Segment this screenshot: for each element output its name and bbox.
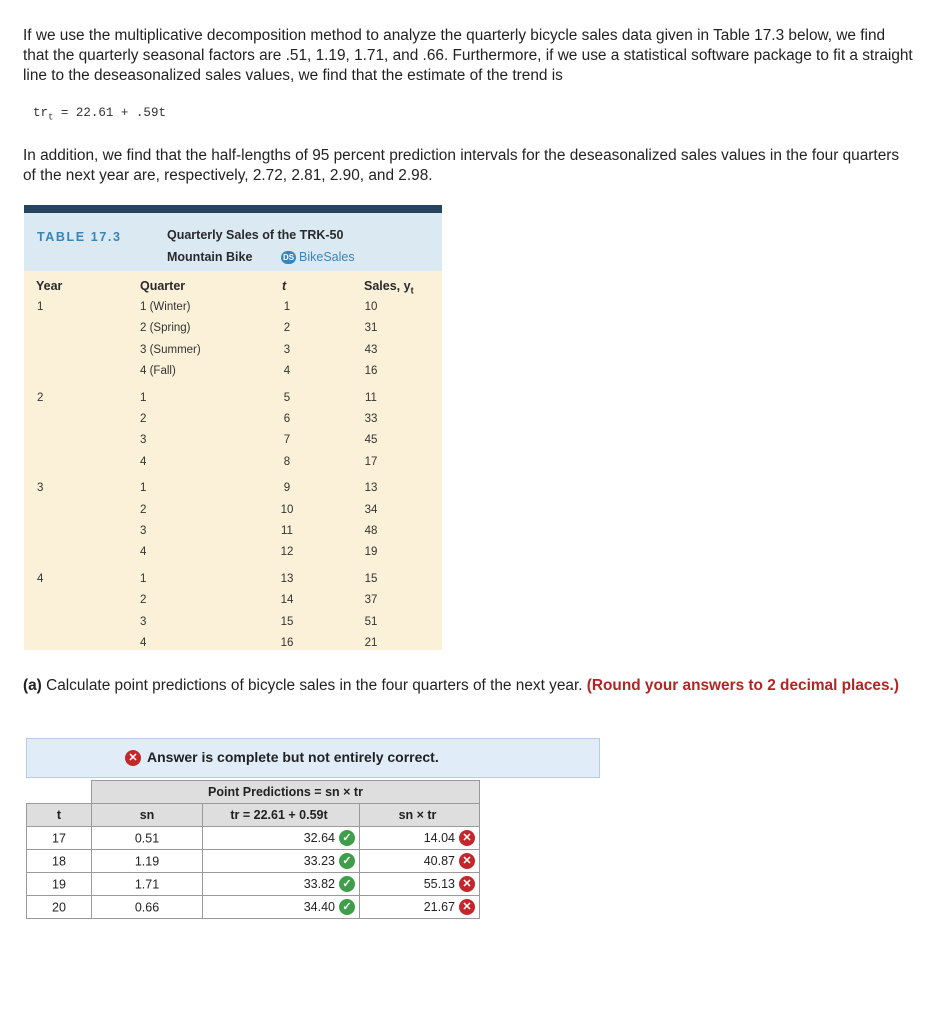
question-a	[23, 676, 913, 696]
x-circle-icon: ✕	[459, 876, 475, 892]
sales-cell: 51	[364, 615, 378, 628]
header-sales-subscript: t	[410, 285, 414, 296]
quarter-cell: 1	[140, 391, 147, 404]
check-circle-icon: ✓	[339, 830, 355, 846]
t-cell	[27, 827, 92, 850]
t-cell: 13	[280, 572, 294, 585]
sn-cell	[92, 850, 203, 873]
formula-lhs: tr	[33, 106, 49, 120]
sales-cell: 10	[364, 301, 378, 313]
answer-row	[27, 850, 480, 873]
sntr-answer-cell[interactable]	[360, 873, 480, 896]
year-cell: 4	[37, 572, 44, 585]
sntr-answer-cell[interactable]	[360, 850, 480, 873]
quarter-cell: 2	[140, 594, 147, 607]
t-cell-value: 20	[52, 900, 66, 915]
quarter-cell: 4 (Fall)	[140, 365, 176, 378]
answer-row	[27, 896, 480, 919]
sntr-answer-cell-value: 40.87	[423, 854, 455, 868]
header-year: Year	[36, 279, 63, 293]
question-text: Calculate point predictions of bicycle sales in the four quarters of the next year.	[41, 677, 587, 694]
quarter-cell: 3	[140, 615, 147, 628]
tr-answer-cell-value: 32.64	[303, 831, 335, 845]
prediction-interval-paragraph: In addition, we find that the half-lengths of 95 percent prediction intervals for the deseasonalized sales values in the four quarters of the next year are, respectively, 2.72, 2.81, 2.90, and 2.98.	[23, 147, 900, 184]
sn-cell-value: 0.66	[134, 900, 160, 915]
t-cell-value: 18	[52, 854, 66, 869]
tr-answer-cell-value: 33.23	[303, 854, 335, 868]
t-cell	[27, 873, 92, 896]
check-circle-icon: ✓	[339, 876, 355, 892]
t-cell: 5	[283, 391, 291, 404]
question-label: (a)	[23, 677, 42, 694]
sales-cell: 21	[364, 637, 378, 649]
t-cell: 9	[283, 482, 291, 495]
quarter-cell: 1 (Winter)	[140, 301, 191, 313]
tr-answer-cell-value: 33.82	[303, 877, 335, 891]
quarter-cell: 3 (Summer)	[140, 343, 201, 356]
answer-table	[26, 780, 480, 919]
trend-formula	[33, 106, 166, 123]
sales-cell: 31	[364, 322, 378, 335]
quarter-cell: 3	[140, 525, 147, 537]
sales-cell: 15	[364, 572, 378, 585]
x-circle-icon: ✕	[459, 853, 475, 869]
t-cell: 15	[280, 615, 294, 628]
t-cell: 4	[283, 365, 291, 378]
answer-status-banner	[26, 738, 600, 778]
year-cell: 3	[37, 482, 44, 495]
intro-paragraph: If we use the multiplicative decomposition method to analyze the quarterly bicycle sales data given in Table 17.3 below, we find that the quarterly seasonal factors are .51, 1.19, 1.71, and .66. Furthermore, if we use a statistical software package to fit a straight line to the deseasonalized sales values, we find that the estimate of the trend is	[23, 27, 913, 84]
tr-answer-cell[interactable]	[203, 896, 360, 919]
sales-cell: 11	[365, 391, 377, 404]
sales-cell: 16	[364, 365, 378, 378]
dataset-icon: DS	[282, 253, 295, 262]
tr-answer-cell[interactable]	[203, 850, 360, 873]
answer-table-body	[27, 827, 480, 919]
quarter-cell: 4	[140, 455, 147, 468]
sales-cell: 37	[364, 594, 378, 607]
t-cell: 7	[283, 434, 291, 447]
sales-cell: 19	[364, 546, 378, 559]
quarter-cell: 2	[140, 503, 147, 516]
t-cell: 16	[280, 637, 294, 649]
t-cell: 2	[283, 322, 291, 335]
formula-rhs: = 22.61 + .59t	[53, 106, 166, 120]
sntr-answer-cell[interactable]	[360, 827, 480, 850]
sntr-answer-cell-value: 55.13	[423, 877, 455, 891]
answer-row	[27, 827, 480, 850]
sn-cell	[92, 896, 203, 919]
sn-cell-value: 0.51	[134, 831, 160, 846]
t-cell	[27, 850, 92, 873]
sntr-answer-cell[interactable]	[360, 896, 480, 919]
dataset-name: BikeSales	[299, 250, 355, 264]
sales-cell: 34	[364, 503, 378, 516]
header-t: t	[282, 279, 287, 293]
t-cell: 11	[281, 525, 293, 537]
header-sales-label: Sales, y	[364, 279, 411, 293]
sales-cell: 45	[364, 434, 378, 447]
sales-cell: 17	[364, 455, 378, 468]
col-sntr-header: sn × tr	[360, 804, 480, 827]
x-circle-icon: ✕	[459, 899, 475, 915]
t-cell-value: 17	[52, 831, 66, 846]
sales-cell: 48	[364, 525, 378, 537]
col-tr-header: tr = 22.61 + 0.59t	[203, 804, 360, 827]
table-label: TABLE 17.3	[37, 230, 122, 244]
t-cell: 10	[280, 503, 294, 516]
sn-cell-value: 1.71	[134, 877, 160, 892]
point-predictions-header: Point Predictions = sn × tr	[92, 781, 480, 804]
t-cell: 6	[283, 413, 291, 425]
tr-answer-cell[interactable]	[203, 873, 360, 896]
table-top-bar	[24, 205, 442, 213]
quarter-cell: 4	[140, 637, 147, 649]
blank-header-cell	[27, 781, 92, 804]
quarter-cell: 2	[140, 413, 147, 425]
t-cell-value: 19	[52, 877, 66, 892]
check-circle-icon: ✓	[339, 853, 355, 869]
sales-cell: 33	[364, 413, 378, 425]
quarter-cell: 1	[140, 482, 147, 495]
quarter-cell: 3	[140, 434, 147, 447]
t-cell: 12	[280, 546, 294, 559]
check-circle-icon: ✓	[339, 899, 355, 915]
t-cell: 8	[283, 455, 291, 468]
col-sn-header: sn	[92, 804, 203, 827]
sn-cell	[92, 873, 203, 896]
table-title-line1: Quarterly Sales of the TRK-50	[167, 228, 344, 242]
x-circle-icon: ✕	[125, 750, 141, 766]
col-t-header: t	[27, 804, 92, 827]
table-title-line2: Mountain Bike	[167, 250, 253, 264]
tr-answer-cell-value: 34.40	[303, 900, 335, 914]
year-cell: 2	[37, 391, 44, 404]
x-circle-icon: ✕	[459, 830, 475, 846]
year-cell: 1	[37, 301, 44, 313]
sales-cell: 13	[364, 482, 378, 495]
table-17-3	[24, 205, 442, 650]
quarter-cell: 1	[140, 572, 147, 585]
tr-answer-cell[interactable]	[203, 827, 360, 850]
quarter-cell: 4	[140, 546, 147, 559]
t-cell: 1	[283, 301, 291, 313]
sntr-answer-cell-value: 21.67	[423, 900, 455, 914]
sn-cell	[92, 827, 203, 850]
t-cell: 14	[280, 594, 294, 607]
sn-cell-value: 1.19	[134, 854, 160, 869]
banner-text: Answer is complete but not entirely correct.	[147, 749, 439, 765]
header-quarter: Quarter	[140, 279, 186, 293]
answer-row	[27, 873, 480, 896]
t-cell	[27, 896, 92, 919]
question-instruction: (Round your answers to 2 decimal places.)	[586, 677, 899, 694]
sales-cell: 43	[364, 343, 378, 356]
quarter-cell: 2 (Spring)	[140, 322, 191, 335]
sntr-answer-cell-value: 14.04	[423, 831, 455, 845]
table-header-band	[24, 213, 442, 271]
t-cell: 3	[283, 343, 291, 356]
formula-subscript: t	[48, 112, 54, 123]
header-sales	[364, 279, 414, 296]
